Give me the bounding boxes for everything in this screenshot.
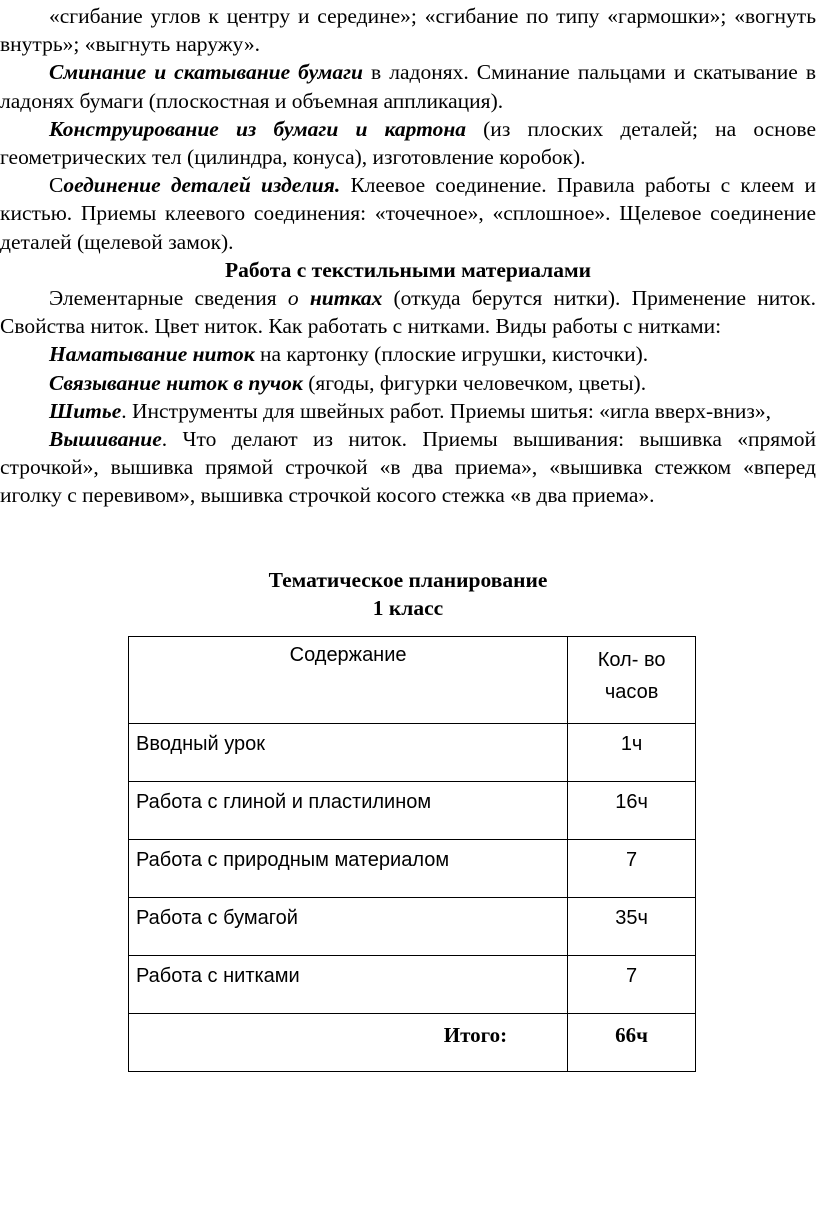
paragraph-term: Шитье (49, 398, 122, 423)
paragraph-term: нитках (309, 286, 383, 311)
row-hours-cell: 7 (568, 956, 696, 1014)
paragraph-sewing (0, 397, 816, 425)
header-hours-cell (568, 637, 696, 724)
paragraph-lead-letter: С (49, 173, 64, 198)
row-content-cell: Работа с природным материалом (129, 840, 568, 898)
total-value-cell: 66ч (568, 1014, 696, 1072)
paragraph-text: Клеевое соединение. Правила работы с клеем и кистью. Приемы клеевого соединения: «точечное», «сплошное». Щелевое соединение деталей (щелевой замок). (0, 173, 816, 254)
table-row (129, 840, 696, 898)
paragraph-term: Конструирование из бумаги и картона (49, 116, 466, 141)
paragraph-italic: о (287, 286, 299, 311)
table-total-row (129, 1014, 696, 1072)
plan-subtitle: 1 класс (372, 596, 444, 620)
paragraph-threads-info (0, 284, 816, 340)
paragraph-term: Связывание ниток в пучок (49, 370, 303, 395)
row-hours-cell: 16ч (568, 782, 696, 840)
table-row (129, 898, 696, 956)
row-content-cell: Работа с бумагой (129, 898, 568, 956)
row-hours-cell: 7 (568, 840, 696, 898)
paragraph-text: (ягоды, фигурки человечком, цветы). (302, 370, 647, 395)
row-content-cell: Вводный урок (129, 724, 568, 782)
row-hours-cell: 35ч (568, 898, 696, 956)
paragraph-text: «сгибание углов к центру и середине»; «сгибание по типу «гармошки»; «вогнуть внутрь»; «выгнуть наружу». (0, 4, 816, 57)
paragraph-text: . Инструменты для швейных работ. Приемы шитья: «игла вверх-вниз», (121, 398, 771, 423)
paragraph-construction (0, 115, 816, 171)
paragraph-term: Наматывание ниток (49, 342, 255, 367)
header-content-cell: Содержание (129, 637, 568, 724)
paragraph-tying (0, 369, 816, 397)
paragraph-text: (откуда берутся нитки). Применение ниток. Свойства ниток. Цвет ниток. Как работать с нитками. Виды работы с нитками: (0, 286, 816, 339)
paragraph-folding (0, 2, 816, 58)
paragraph-text: . Что делают из ниток. Приемы вышивания: вышивка «прямой строчкой», вышивка прямой строчкой «в два приема», «вышивка стежком «вперед иголку с перевивом», вышивка строчкой косого стежка «в два приема». (0, 427, 816, 508)
total-label-cell: Итого: (129, 1014, 568, 1072)
table-row (129, 956, 696, 1014)
header-hours-line2: часов (604, 681, 659, 703)
plan-title: Тематическое планирование (268, 568, 548, 592)
row-content-cell: Работа с нитками (129, 956, 568, 1014)
plan-table (128, 636, 696, 1072)
table-row (129, 724, 696, 782)
row-content-cell: Работа с глиной и пластилином (129, 782, 568, 840)
paragraph-winding (0, 340, 816, 368)
paragraph-text: на картонку (плоские игрушки, кисточки). (254, 342, 649, 367)
paragraph-term: Сминание и скатывание бумаги (49, 60, 363, 85)
header-hours-line1: Кол- во (597, 649, 666, 671)
paragraph-term: Вышивание (49, 427, 162, 452)
body-text (0, 2, 816, 510)
paragraph-term: оединение деталей изделия. (63, 173, 341, 198)
table-header-row (129, 637, 696, 724)
paragraph-text: в ладонях. Сминание пальцами и скатывание в ладонях бумаги (плоскостная и объемная аппликация). (0, 60, 816, 113)
section-heading: Работа с текстильными материалами (224, 257, 592, 282)
paragraph-text: Элементарные сведения (49, 286, 288, 311)
plan-title-block (0, 566, 816, 622)
paragraph-space (299, 286, 310, 310)
paragraph-embroidery (0, 425, 816, 510)
row-hours-cell: 1ч (568, 724, 696, 782)
paragraph-crumpling (0, 58, 816, 114)
table-row (129, 782, 696, 840)
paragraph-joining (0, 171, 816, 256)
paragraph-text: (из плоских деталей; на основе геометрических тел (цилиндра, конуса), изготовление коробок). (0, 116, 816, 170)
